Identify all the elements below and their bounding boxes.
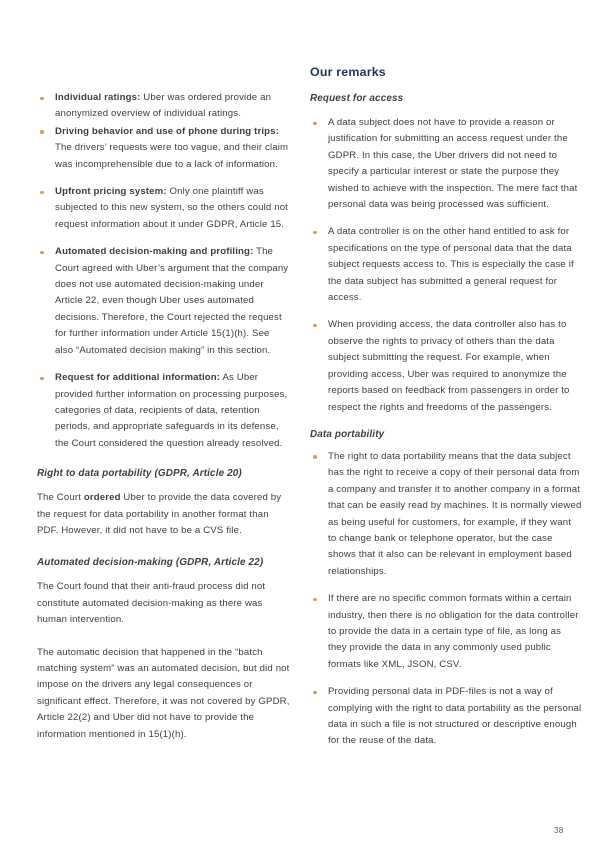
bullet-icon [313,324,317,328]
list-item-text: Driving behavior and use of phone during trips: The drivers’ requests were too vague, and their claim was incomprehensible due to a lack of information. [55,125,289,170]
list-item-lead: Automated decision-making and profiling: [55,246,254,258]
list-item [310,684,582,750]
list-item-text: Request for additional information: As Uber provided further information on processing purposes, categories of data, recipients of data, retention periods, and appropriate safeguards in its defense, the Court considered the question already resolved. [55,372,288,449]
bullet-icon [40,377,44,381]
list-item [37,124,290,173]
emphasized-word: ordered [83,492,121,504]
request-for-access-list [310,115,582,416]
bullet-icon [40,191,44,195]
bullet-icon [313,231,317,235]
left-column [37,90,290,759]
list-item [310,115,582,213]
list-item-lead: Request for additional information: [55,372,221,384]
list-item [37,184,290,233]
list-item-lead: Upfront pricing system: [55,186,167,198]
list-item [310,449,582,580]
list-item-lead: Individual ratings: [55,92,141,103]
list-item-text: Upfront pricing system: Only one plaintiff was subjected to this new system, so the others could not request information about it under GDPR, Article 15. [55,186,288,230]
list-item [310,591,582,673]
section-heading-data-portability-ruling: Right to data portability (GDPR, Article 20) [37,468,242,480]
list-item-lead: Driving behavior and use of phone during trips: [55,125,279,137]
bullet-icon [313,598,317,602]
paragraph: The automatic decision that happened in the “batch matching system” was an automated decision, but did not impose on the drivers any legal consequences or significant effect. Therefore, it was not covered by GPDR, Article 22(2) and Uber did not have to provide the information mentioned in 15(1)(h). [37,646,290,740]
paragraph: The Court ordered Uber to provide the data covered by the request for data portability in another format than PDF. However, it did not have to be a CVS file. [37,492,282,536]
list-item-text: Providing personal data in PDF-files is not a way of complying with the right to data portability as the personal data in such a file is not structured or descriptive enough for the reuse of the data. [328,686,582,747]
bullet-icon [40,97,44,101]
bullet-icon [40,130,44,134]
bullet-icon [313,691,317,695]
list-item-text: A data controller is on the other hand entitled to ask for specifications on the type of personal data that the data subject requests access to. This is especially the case if the data subject has submitted a general request for access. [328,226,574,304]
section-heading-request-for-access: Request for access [310,93,404,104]
page-number: 38 [554,826,564,835]
list-item-text: A data subject does not have to provide a reason or justification for submitting an access request under the GDPR. In this case, the Uber drivers did not need to specify a particular interest or state the purpose they wished to achieve with the inspection. The mere fact that personal data was being processed was sufficient. [328,117,578,211]
data-portability-list [310,449,582,750]
list-item-text: Automated decision-making and profiling: The Court agreed with Uber’s argument that the company does not use automated decision-making under Article 22, even though Uber uses automated decisions. Therefore, the Court rejected the request for further information under Article 15(1)(h). See also “Automated decision making” in this section. [55,246,289,356]
court-findings-list [37,90,290,452]
section-heading-automated-decision-ruling: Automated decision-making (GDPR, Article 22) [37,557,264,569]
list-item-text: Individual ratings: Uber was ordered provide an anonymized overview of individual ratings. [55,92,272,120]
list-item-text: When providing access, the data controller also has to observe the rights to privacy of others than the data subject submitting the request. For example, when providing access, Uber was required to anonymize the reports based on feedback from passengers in order to respect the rights and freedoms of the passengers. [328,319,570,413]
paragraph: The Court found that their anti-fraud process did not constitute automated decision-making as there was human intervention. [37,581,266,626]
bullet-icon [313,122,317,126]
list-item [37,90,290,123]
list-item-text: The right to data portability means that the data subject has the right to receive a copy of their personal data from a company and transfer it to another company in a format that can be easily read by machines. It is normally viewed as being useful for customers, for example, if they want to change bank or telephone operator, but the case shows that it also can be relevant in employment based relationships. [328,450,582,577]
right-column [310,64,582,761]
bullet-icon [313,455,317,459]
page-title: Our remarks [310,65,386,79]
bullet-icon [40,251,44,255]
list-item-text: If there are no specific common formats within a certain industry, then there is no obligation for the data controller to provide the data in a certain type of file, as long as they provide the data in any commonly used public formats like XML, JSON, CSV. [328,593,579,670]
list-item [310,224,582,306]
section-heading-data-portability: Data portability [310,428,385,440]
list-item [37,370,290,452]
list-item [310,317,582,415]
list-item [37,244,290,359]
